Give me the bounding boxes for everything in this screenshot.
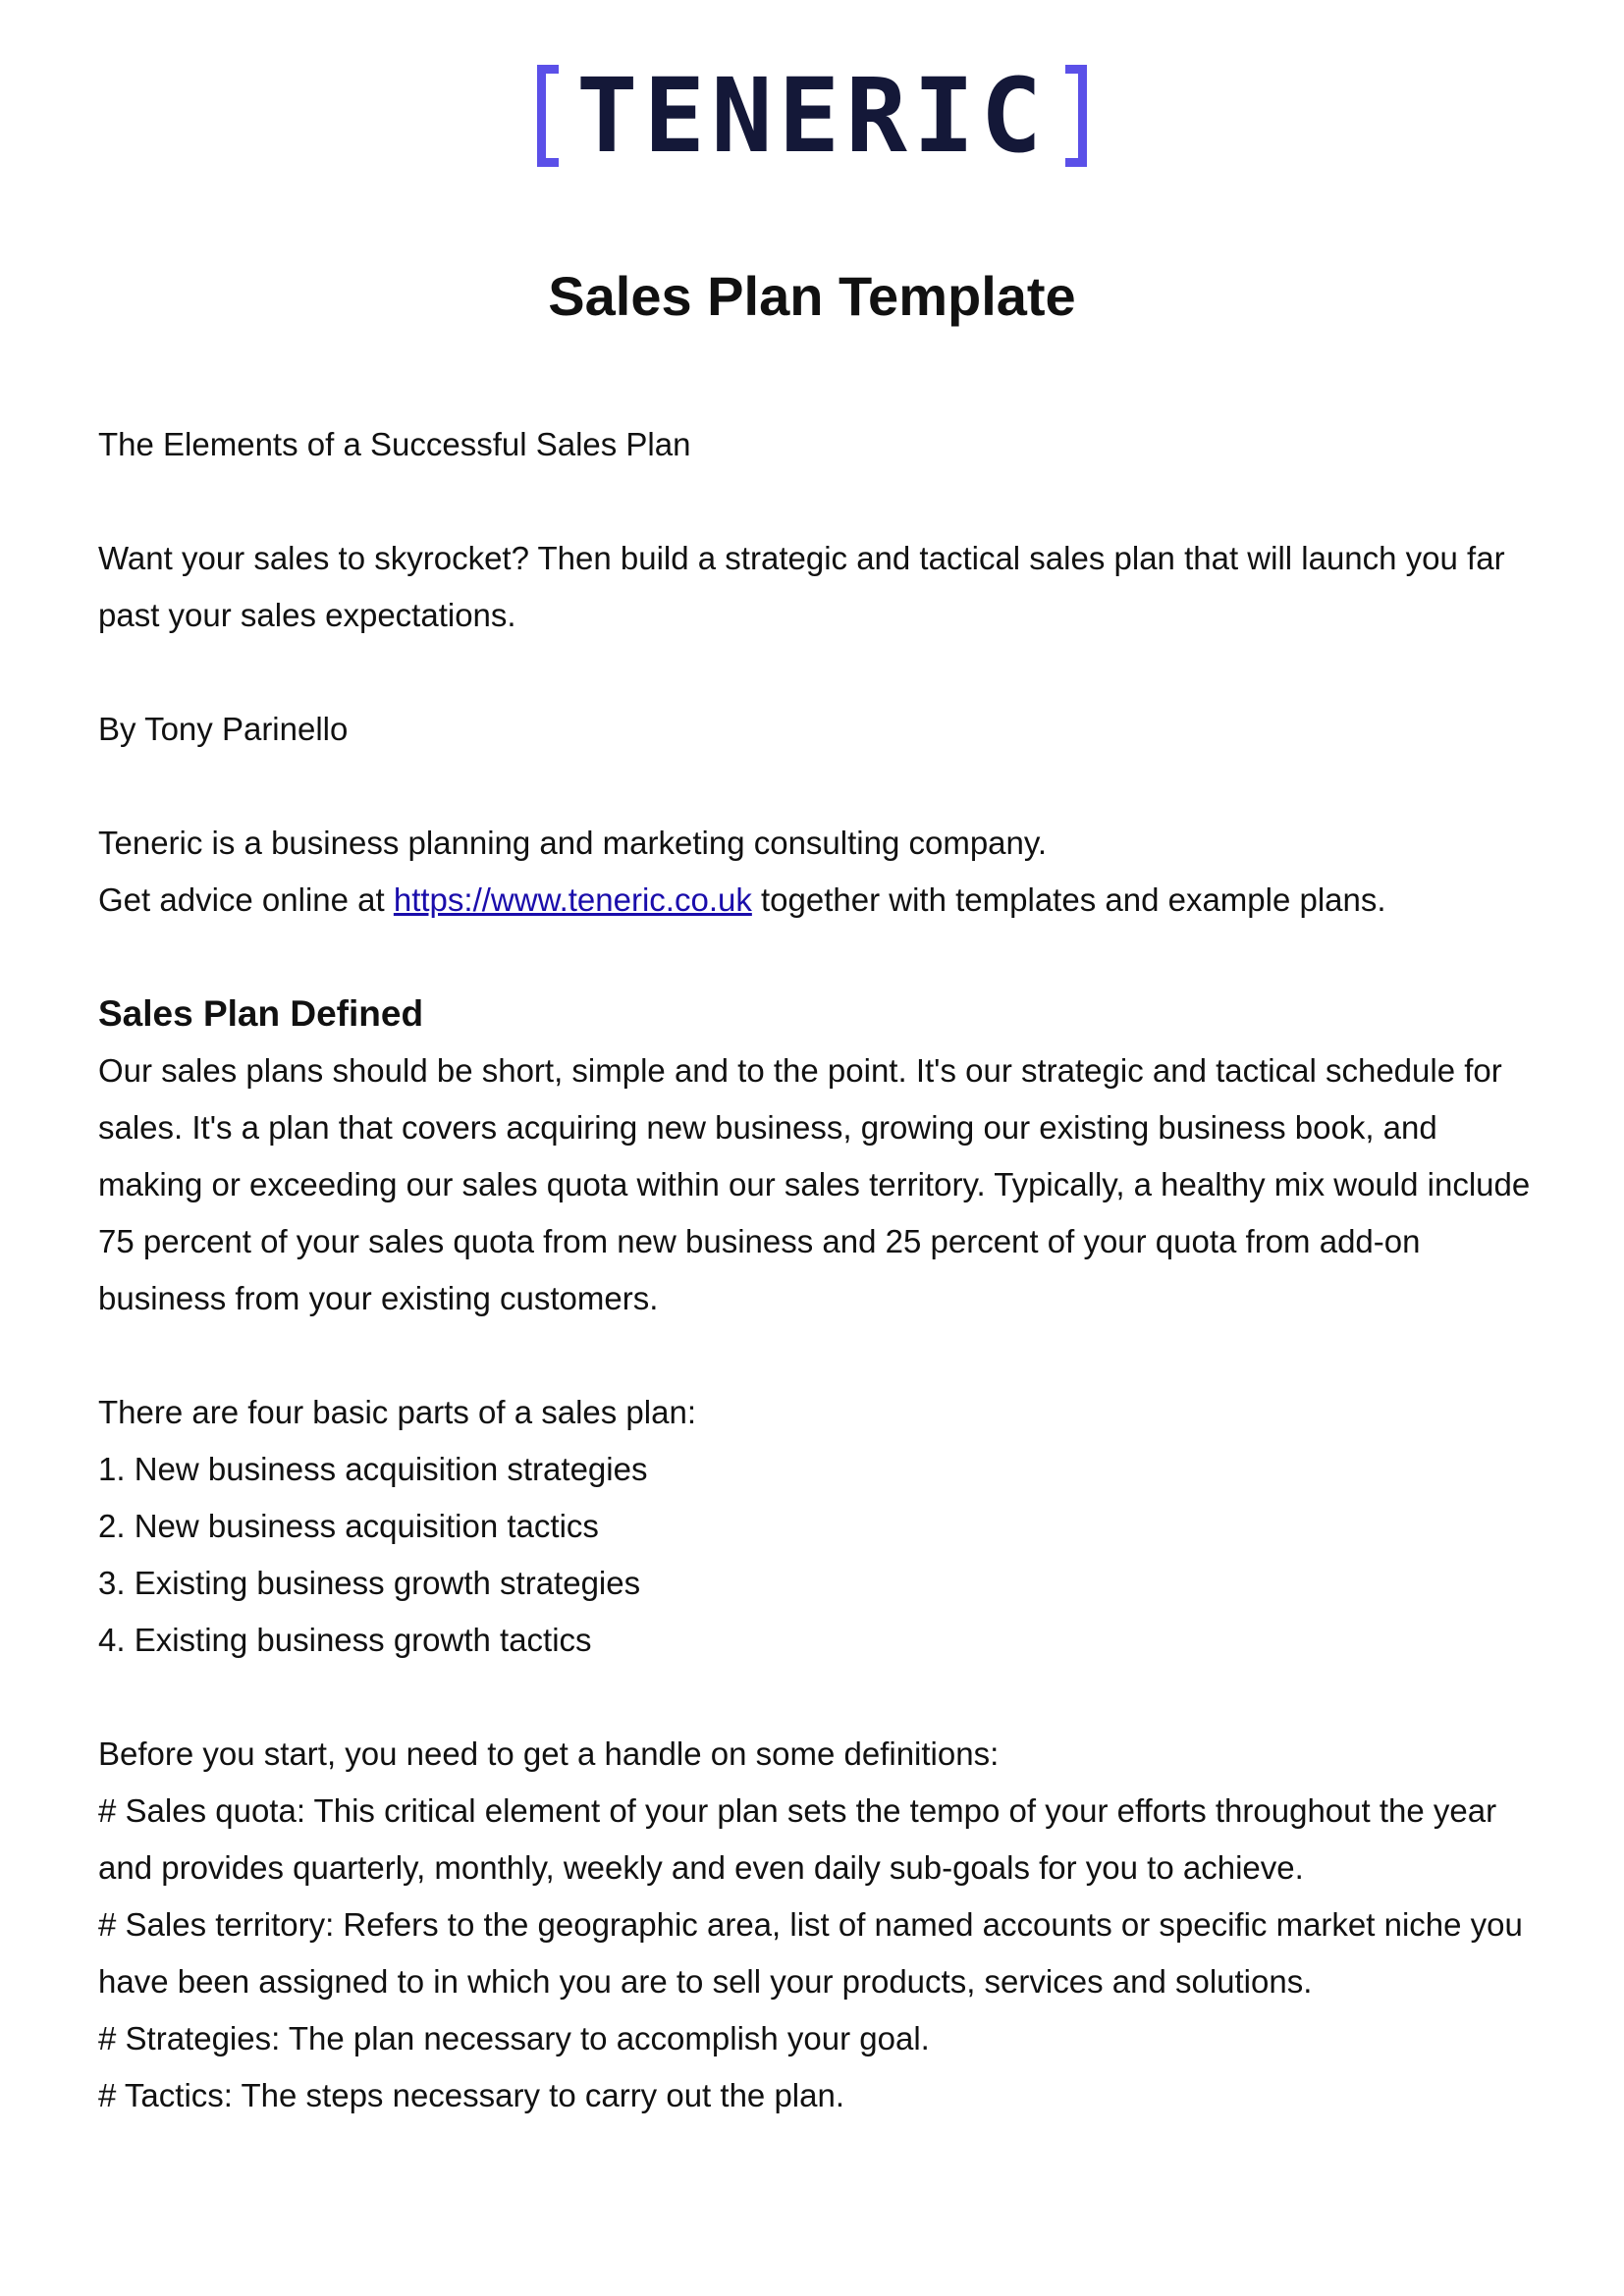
definition-item: # Sales territory: Refers to the geographic area, list of named accounts or specific market niche you have been assigned to in which you are to sell your products, services and solutions. xyxy=(98,1906,1523,2000)
logo-text: TENERIC xyxy=(575,56,1049,176)
definitions-intro: Before you start, you need to get a handle on some definitions: xyxy=(98,1735,1000,1772)
spacer xyxy=(98,929,1542,986)
spacer xyxy=(98,1327,1542,1384)
logo xyxy=(0,57,1624,175)
list-item: 4. Existing business growth tactics xyxy=(98,1622,592,1658)
intro-lead: Want your sales to skyrocket? Then build a strategic and tactical sales plan that will launch you far past your sales expectations. xyxy=(98,540,1505,633)
list-item: 1. New business acquisition strategies xyxy=(98,1451,648,1487)
list-item: 3. Existing business growth strategies xyxy=(98,1565,641,1601)
left-bracket-icon xyxy=(537,65,559,167)
spacer xyxy=(98,473,1542,530)
advice-text-before: Get advice online at xyxy=(98,881,394,918)
spacer xyxy=(98,1669,1542,1726)
byline: By Tony Parinello xyxy=(98,711,349,747)
document-title: Sales Plan Template xyxy=(548,265,1076,327)
right-bracket-icon xyxy=(1065,65,1087,167)
list-item: 2. New business acquisition tactics xyxy=(98,1508,599,1544)
spacer xyxy=(98,758,1542,815)
document-body xyxy=(98,416,1542,2124)
website-link[interactable]: https://www.teneric.co.uk xyxy=(393,881,752,918)
definition-item: # Tactics: The steps necessary to carry out the plan. xyxy=(98,2077,844,2113)
definition-item: # Strategies: The plan necessary to accomplish your goal. xyxy=(98,2020,930,2056)
advice-line xyxy=(98,872,1542,929)
company-description: Teneric is a business planning and marketing consulting company. xyxy=(98,825,1048,861)
definitions-list xyxy=(98,1783,1542,2124)
advice-text-after: together with templates and example plans. xyxy=(751,881,1386,918)
definition-item: # Sales quota: This critical element of your plan sets the tempo of your efforts throughout the year and provides quarterly, monthly, weekly and even daily sub-goals for you to achieve. xyxy=(98,1792,1497,1886)
section-body: Our sales plans should be short, simple and to the point. It's our strategic and tactical schedule for sales. It's a plan that covers acquiring new business, growing our existing business book, and making or exceeding our sales quota within our sales territory. Typically, a healthy mix would include 75 percent of your sales quota from new business and 25 percent of your quota from add-on business from your existing customers. xyxy=(98,1052,1531,1316)
section-heading: Sales Plan Defined xyxy=(98,993,424,1034)
intro-subtitle: The Elements of a Successful Sales Plan xyxy=(98,426,691,462)
spacer xyxy=(98,644,1542,701)
parts-intro: There are four basic parts of a sales plan: xyxy=(98,1394,696,1430)
logo-mark xyxy=(537,56,1087,176)
parts-list xyxy=(98,1441,1542,1669)
